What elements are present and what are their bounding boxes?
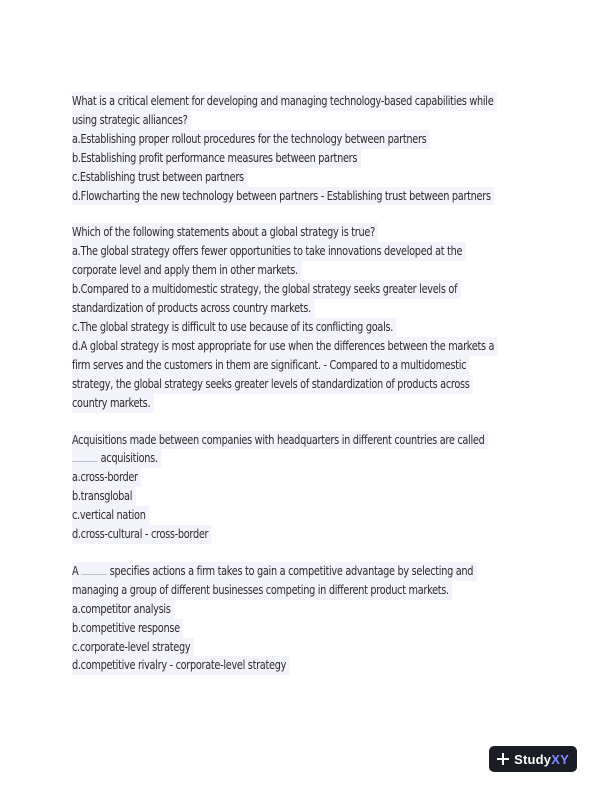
- question-2-option-b-line-1: b.Compared to a multidomestic strategy, the global strategy seeks greater levels of: [72, 280, 461, 299]
- question-block-4: [72, 562, 542, 675]
- question-2-answer-line-2: country markets.: [72, 394, 154, 413]
- question-1-option-b: b.Establishing profit performance measures between partners: [72, 149, 361, 168]
- question-1-stem-line-1: What is a critical element for developing and managing technology-based capabilities while: [72, 92, 497, 111]
- question-3-option-c: c.vertical nation: [72, 506, 149, 525]
- question-block-1: [72, 92, 542, 205]
- question-4-stem-prefix: A: [72, 562, 79, 578]
- question-2-option-a-line-1: a.The global strategy offers fewer opportunities to take innovations developed at the: [72, 242, 466, 261]
- question-3-option-d-answer: d.cross-cultural - cross-border: [72, 525, 212, 544]
- question-4-option-d-answer: d.competitive rivalry - corporate-level strategy: [72, 656, 289, 675]
- question-3-stem-line-2: [72, 449, 161, 468]
- studyxy-logo[interactable]: [489, 746, 577, 772]
- question-3-option-b: b.transglobal: [72, 487, 136, 506]
- question-4-stem-line-2: managing a group of different businesses competing in different product markets.: [72, 581, 452, 600]
- question-2-option-d-line-1: d.A global strategy is most appropriate for use when the differences between the markets a: [72, 337, 498, 356]
- question-1-option-d-answer: d.Flowcharting the new technology between partners - Establishing trust between partners: [72, 187, 494, 206]
- question-2-option-a-line-2: corporate level and apply them in other markets.: [72, 261, 301, 280]
- question-4-option-b: b.competitive response: [72, 619, 183, 638]
- question-4-option-c: c.corporate-level strategy: [72, 638, 194, 657]
- question-3-stem-line-1: Acquisitions made between companies with headquarters in different countries are called: [72, 431, 488, 450]
- logo-text: [514, 752, 569, 767]
- question-2-answer-line-1: strategy, the global strategy seeks greater levels of standardization of products across: [72, 375, 473, 394]
- question-2-option-b-line-2: standardization of products across country markets.: [72, 299, 314, 318]
- plus-icon: [497, 753, 508, 765]
- question-1-option-a: a.Establishing proper rollout procedures for the technology between partners: [72, 130, 430, 149]
- question-1-option-c: c.Establishing trust between partners: [72, 168, 247, 187]
- logo-text-accent: XY: [551, 751, 569, 767]
- question-4-stem-line-1: [72, 562, 477, 581]
- question-2-option-d-line-2: firm serves and the customers in them are significant. - Compared to a multidomestic: [72, 356, 470, 375]
- answer-blank: [72, 449, 98, 462]
- answer-blank: [81, 562, 107, 575]
- logo-text-main: Study: [514, 751, 552, 767]
- question-2-stem: Which of the following statements about a global strategy is true?: [72, 223, 378, 242]
- question-1-stem-line-2: using strategic alliances?: [72, 111, 191, 130]
- question-3-stem-suffix: acquisitions.: [100, 450, 158, 466]
- question-2-option-c: c.The global strategy is difficult to use because of its conflicting goals.: [72, 318, 397, 337]
- question-block-3: [72, 431, 542, 544]
- question-block-2: [72, 223, 542, 412]
- question-3-option-a: a.cross-border: [72, 468, 141, 487]
- question-4-stem-suffix: specifies actions a firm takes to gain a competitive advantage by selecting and: [109, 562, 474, 578]
- document-content: [72, 92, 542, 693]
- question-4-option-a: a.competitor analysis: [72, 600, 174, 619]
